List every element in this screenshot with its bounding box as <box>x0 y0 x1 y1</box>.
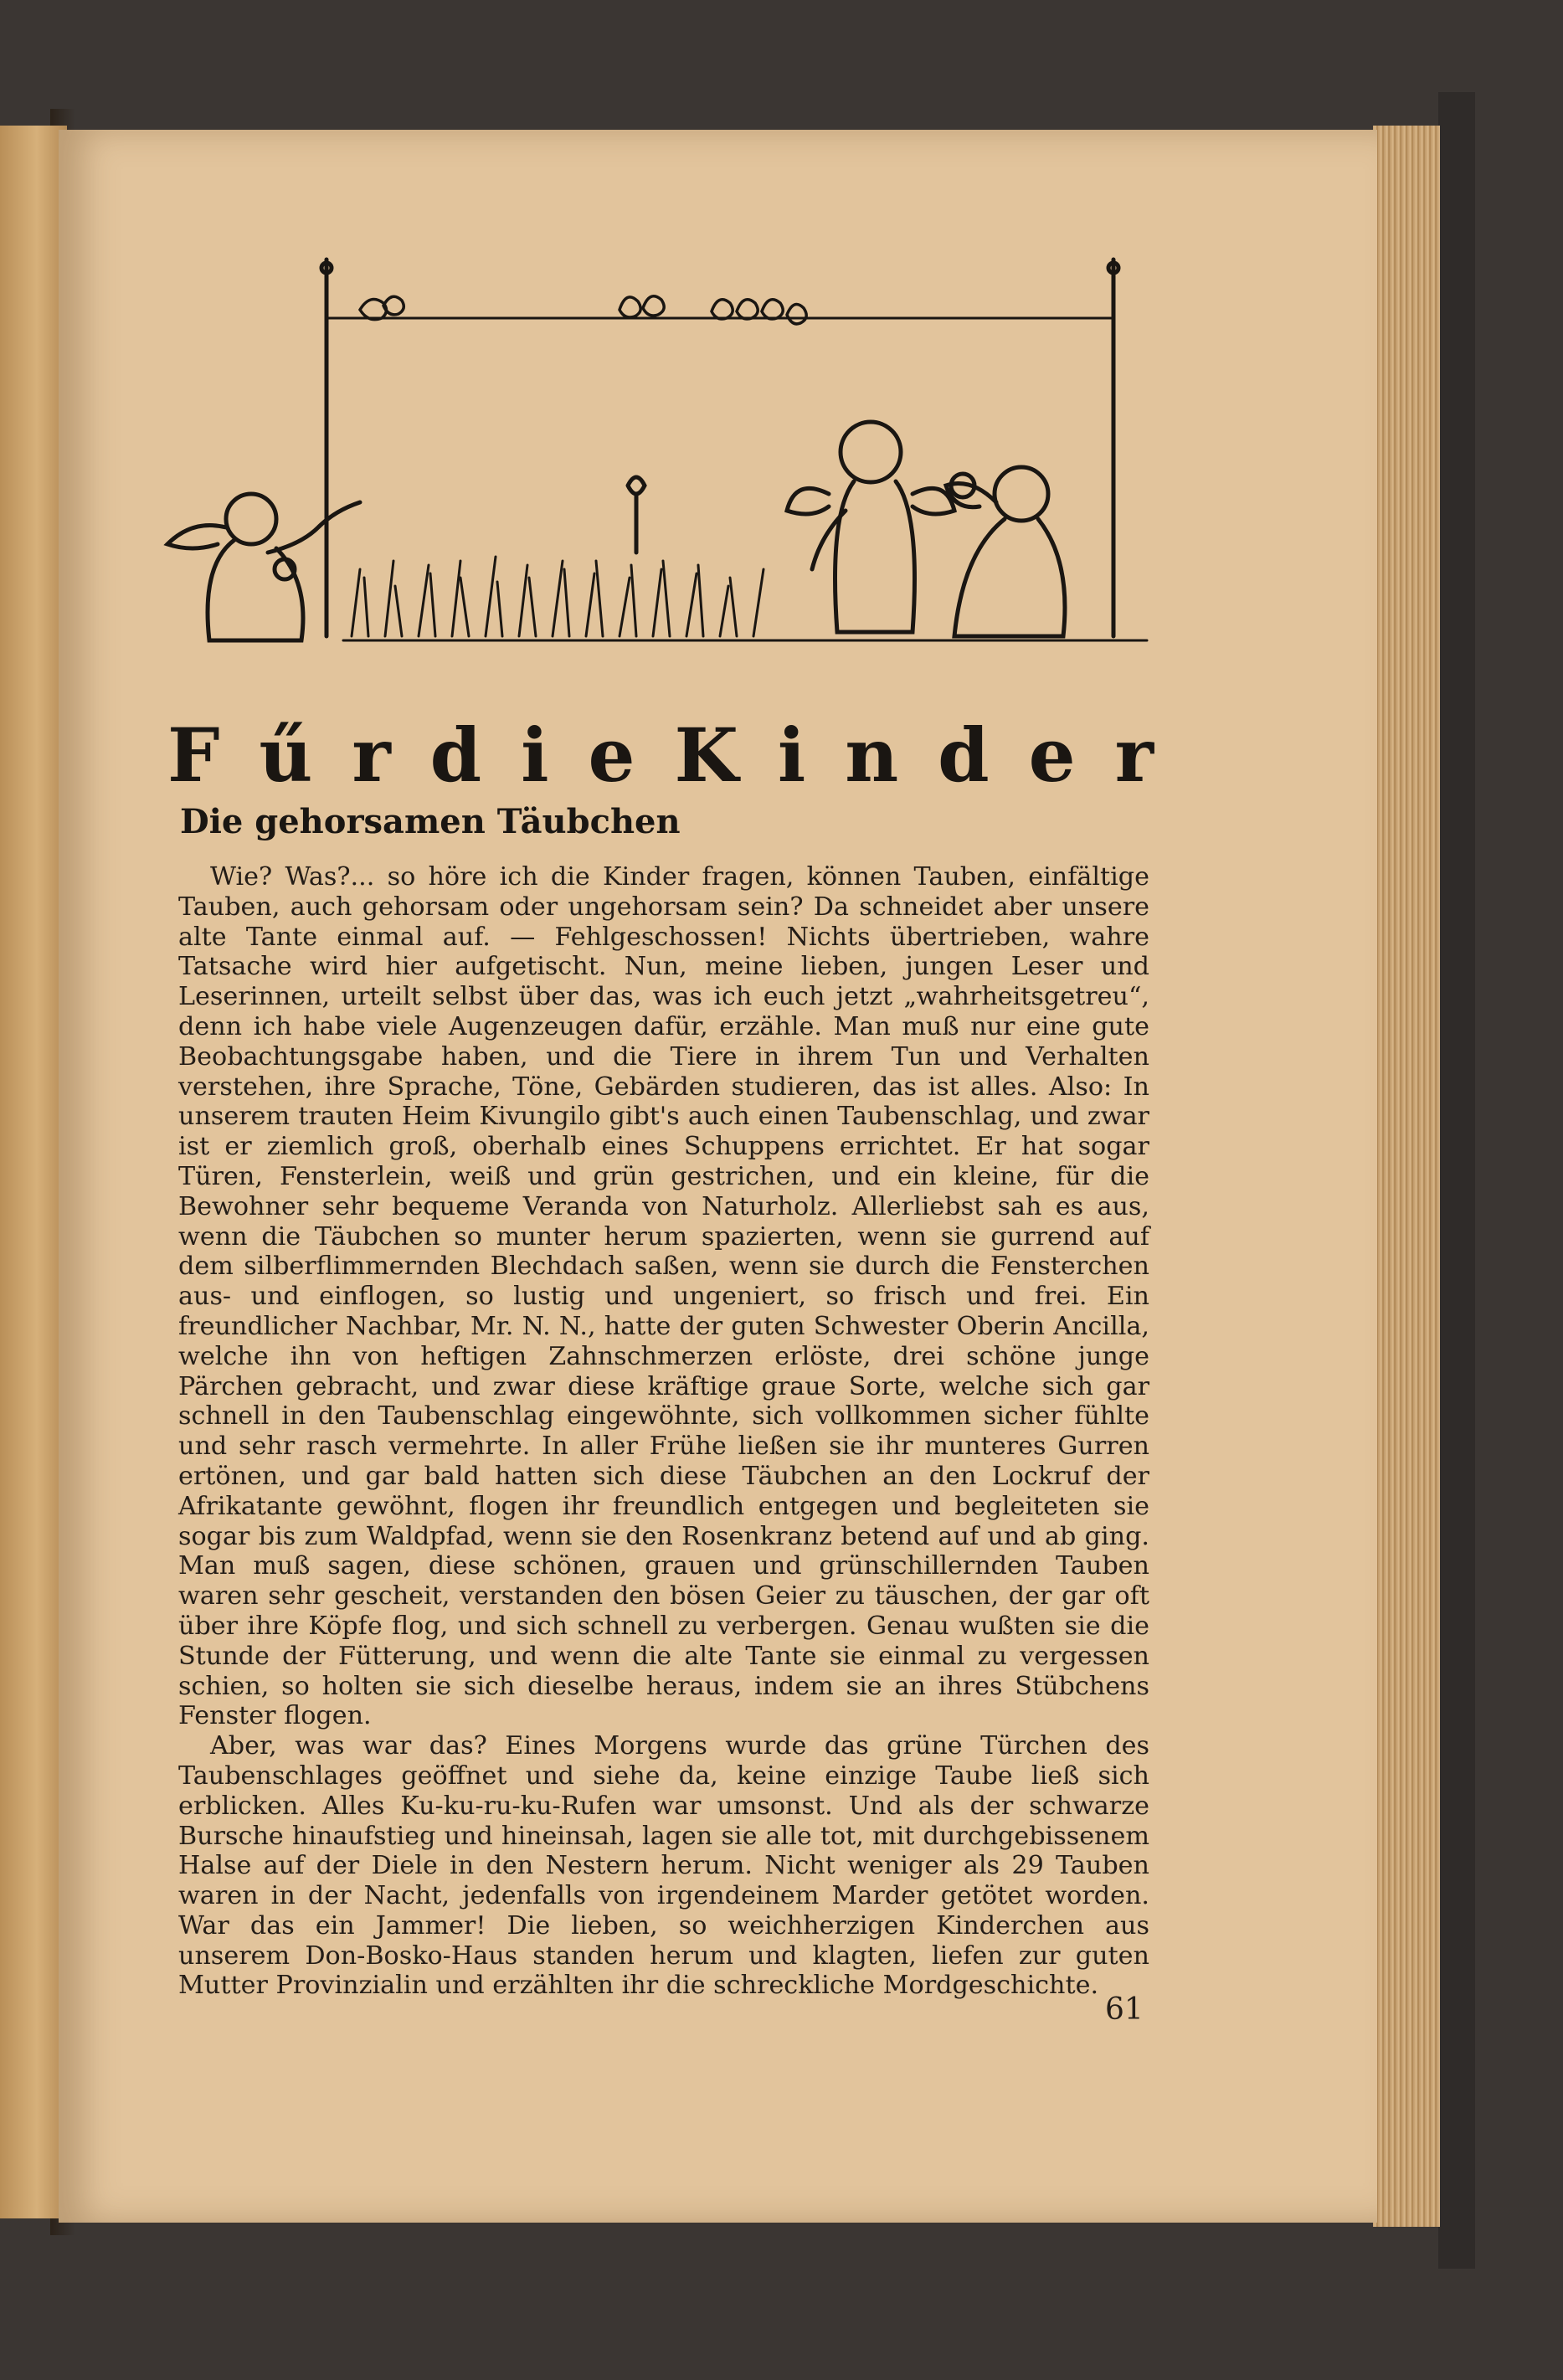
heading-letter: i <box>521 712 551 799</box>
heading-letter: r <box>1114 712 1155 799</box>
children-birds-illustration <box>159 243 1164 670</box>
story-body <box>178 862 1149 2001</box>
section-heading <box>167 712 1155 799</box>
heading-letter: e <box>1028 712 1077 799</box>
page-edges <box>1373 126 1440 2227</box>
book-cover-edge <box>1438 92 1475 2269</box>
heading-letter: e <box>588 712 637 799</box>
left-page-edge <box>0 126 67 2218</box>
story-paragraph: Wie? Was?... so höre ich die Kinder fragen, können Tauben, einfältige Tauben, auch gehorsam oder ungehorsam sein? Da schneidet aber unsere alte Tante einmal auf. — Fehlgeschossen! Nichts übertrieben, wahre Tatsache wird hier aufgetischt. Nun, meine lieben, jungen Leser und Leserinnen, urteilt selbst über das, was ich euch jetzt „wahrheitsgetreu“, denn ich habe viele Augenzeugen dafür, erzähle. Man muß nur eine gute Beobachtungsgabe haben, und die Tiere in ihrem Tun und Verhalten verstehen, ihre Sprache, Töne, Gebärden studieren, das ist alles. Also: In unserem trauten Heim Kivungilo gibt's auch einen Taubenschlag, und zwar ist er ziemlich groß, oberhalb eines Schuppens errichtet. Er hat sogar Türen, Fensterlein, weiß und grün gestrichen, und ein kleine, für die Bewohner sehr bequeme Veranda von Naturholz. Allerliebst sah es aus, wenn die Täubchen so munter herum spazierten, wenn sie gurrend auf dem silberflimmernden Blechdach saßen, wenn sie durch die Fensterchen aus- und einflogen, so lustig und ungeniert, so frisch und frei. Ein freundlicher Nachbar, Mr. N. N., hatte der guten Schwester Oberin Ancilla, welche ihn von heftigen Zahnschmerzen erlöste, drei schöne junge Pärchen gebracht, und zwar diese kräftige graue Sorte, welche sich gar schnell in den Taubenschlag eingewöhnte, sich vollkommen sicher fühlte und sehr rasch vermehrte. In aller Frühe ließen sie ihr munteres Gurren ertönen, und gar bald hatten sich diese Täubchen an den Lockruf der Afrikatante gewöhnt, flogen ihr freundlich entgegen und begleiteten sie sogar bis zum Waldpfad, wenn sie den Rosenkranz betend auf und ab ging. Man muß sagen, diese schönen, grauen und grünschillernden Tauben waren sehr gescheit, verstanden den bösen Geier zu täuschen, der gar oft über ihre Köpfe flog, und sich schnell zu verbergen. Genau wußten sie die Stunde der Fütterung, und wenn die alte Tante sie einmal zu vergessen schien, so holten sie sich dieselbe heraus, indem sie an ihres Stübchens Fenster flogen. <box>178 862 1149 1731</box>
page-number: 61 <box>1105 1992 1144 2027</box>
story-title: Die gehorsamen Täubchen <box>180 802 681 841</box>
heading-letter: F <box>167 712 222 799</box>
heading-letter: i <box>777 712 808 799</box>
story-paragraph: Aber, was war das? Eines Morgens wurde das grüne Türchen des Taubenschlages geöffnet und siehe da, keine einzige Taube ließ sich erblicken. Alles Ku-ku-ru-ku-Rufen war umsonst. Und als der schwarze Bursche hinaufstieg und hineinsah, lagen sie alle tot, mit durchgebissenem Halse auf der Diele in den Nestern herum. Nicht weniger als 29 Tauben waren in der Nacht, jedenfalls von irgendeinem Marder getötet worden. War das ein Jammer! Die lieben, so weichherzigen Kinderchen aus unserem Don-Bosko-Haus standen herum und klagten, liefen zur guten Mutter Provinzialin und erzählten ihr die schreckliche Mordgeschichte. <box>178 1731 1149 2001</box>
heading-letter: ű <box>259 712 315 799</box>
heading-letter: r <box>352 712 393 799</box>
heading-letter: n <box>845 712 901 799</box>
heading-letter: d <box>938 712 991 799</box>
heading-letter: K <box>674 712 740 799</box>
heading-letter: d <box>429 712 484 799</box>
